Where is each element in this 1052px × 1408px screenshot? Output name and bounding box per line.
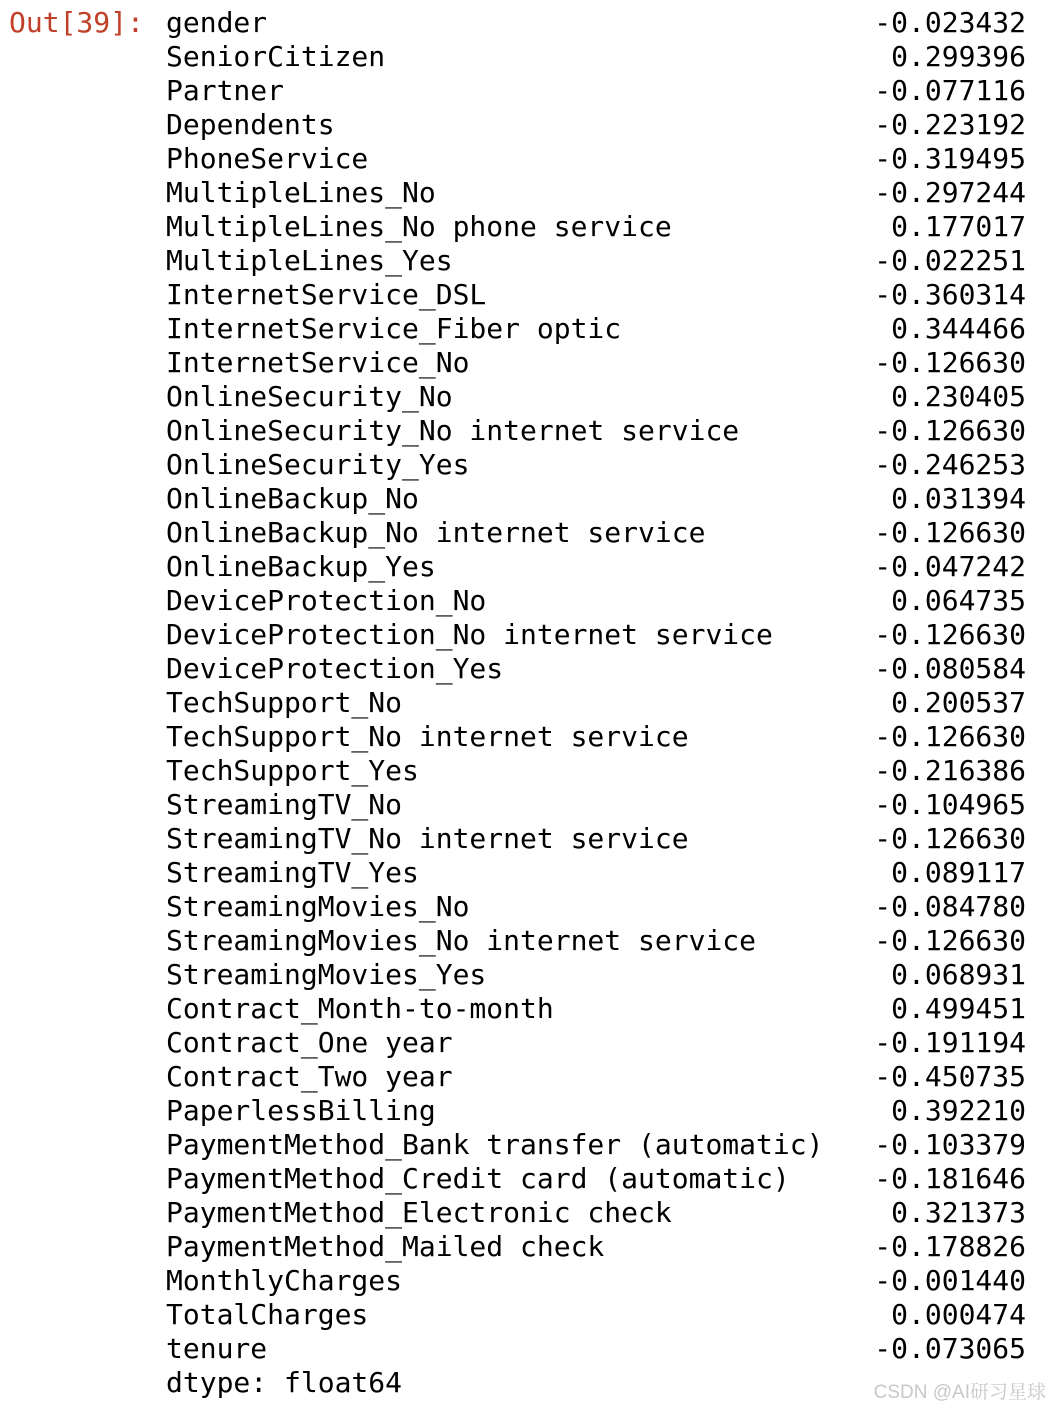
row-value: 0.230405 [891,380,1026,413]
row-value: -0.191194 [874,1026,1026,1059]
row-value: -0.047242 [874,550,1026,583]
row-label: StreamingMovies_No [166,890,470,923]
series-row [166,414,1026,448]
row-label: OnlineSecurity_No internet service [166,414,740,447]
row-label: PhoneService [166,142,369,175]
row-value: 0.344466 [891,312,1026,345]
row-value: 0.321373 [891,1196,1026,1229]
series-output [166,6,1026,1400]
row-label: SeniorCitizen [166,40,386,73]
series-row [166,1298,1026,1332]
series-row [166,278,1026,312]
series-row [166,312,1026,346]
series-row [166,244,1026,278]
series-row [166,618,1026,652]
row-label: Dependents [166,108,335,141]
row-label: OnlineBackup_Yes [166,550,436,583]
series-row [166,346,1026,380]
row-value: 0.031394 [891,482,1026,515]
row-label: StreamingMovies_Yes [166,958,487,991]
row-value: -0.450735 [874,1060,1026,1093]
series-row [166,992,1026,1026]
series-row [166,1060,1026,1094]
watermark: CSDN @AI研习星球 [873,1382,1046,1403]
row-label: OnlineSecurity_No [166,380,453,413]
series-row [166,958,1026,992]
series-row [166,74,1026,108]
series-row [166,1128,1026,1162]
row-value: -0.001440 [874,1264,1026,1297]
row-label: MonthlyCharges [166,1264,403,1297]
row-value: 0.000474 [891,1298,1026,1331]
row-label: PaymentMethod_Electronic check [166,1196,672,1229]
row-label: OnlineBackup_No internet service [166,516,706,549]
row-value: -0.126630 [874,346,1026,379]
row-label: gender [166,6,268,39]
series-row [166,482,1026,516]
series-row [166,720,1026,754]
row-value: 0.064735 [891,584,1026,617]
row-label: tenure [166,1332,268,1365]
series-row [166,754,1026,788]
row-value: -0.126630 [874,924,1026,957]
row-value: 0.392210 [891,1094,1026,1127]
dtype-footer: dtype: float64 [166,1366,403,1399]
series-row [166,550,1026,584]
row-value: -0.023432 [874,6,1026,39]
row-value: -0.360314 [874,278,1026,311]
row-label: StreamingTV_Yes [166,856,419,889]
row-value: -0.181646 [874,1162,1026,1195]
series-row [166,142,1026,176]
row-value: 0.200537 [891,686,1026,719]
row-label: DeviceProtection_No [166,584,487,617]
series-row [166,108,1026,142]
series-row [166,856,1026,890]
series-row [166,40,1026,74]
row-value: -0.126630 [874,822,1026,855]
series-row [166,1162,1026,1196]
row-value: -0.223192 [874,108,1026,141]
row-value: 0.068931 [891,958,1026,991]
series-row [166,1332,1026,1366]
row-value: -0.103379 [874,1128,1026,1161]
row-value: -0.246253 [874,448,1026,481]
row-label: MultipleLines_Yes [166,244,453,277]
row-value: -0.126630 [874,720,1026,753]
series-row [166,924,1026,958]
series-row [166,176,1026,210]
row-value: -0.126630 [874,414,1026,447]
row-label: DeviceProtection_Yes [166,652,504,685]
row-value: 0.299396 [891,40,1026,73]
series-row [166,686,1026,720]
series-row [166,210,1026,244]
series-row [166,1026,1026,1060]
series-row [166,1196,1026,1230]
series-row [166,1230,1026,1264]
row-value: 0.499451 [891,992,1026,1025]
series-row [166,448,1026,482]
row-label: InternetService_DSL [166,278,487,311]
row-value: -0.216386 [874,754,1026,787]
row-label: Contract_One year [166,1026,453,1059]
row-value: -0.178826 [874,1230,1026,1263]
row-label: PaymentMethod_Bank transfer (automatic) [166,1128,824,1161]
row-label: MultipleLines_No [166,176,436,209]
row-label: TechSupport_Yes [166,754,419,787]
series-row [166,380,1026,414]
row-label: Partner [166,74,285,107]
row-value: -0.077116 [874,74,1026,107]
row-label: TotalCharges [166,1298,369,1331]
row-label: PaperlessBilling [166,1094,436,1127]
series-row [166,1094,1026,1128]
output-prompt: Out[39]: [9,6,144,39]
row-label: Contract_Two year [166,1060,453,1093]
series-row [166,6,1026,40]
row-label: InternetService_Fiber optic [166,312,622,345]
row-value: -0.084780 [874,890,1026,923]
row-value: -0.319495 [874,142,1026,175]
row-value: -0.126630 [874,516,1026,549]
row-value: -0.073065 [874,1332,1026,1365]
series-row [166,584,1026,618]
row-value: -0.022251 [874,244,1026,277]
row-value: 0.089117 [891,856,1026,889]
series-row [166,788,1026,822]
row-value: -0.104965 [874,788,1026,821]
series-row [166,1264,1026,1298]
row-value: -0.297244 [874,176,1026,209]
row-label: MultipleLines_No phone service [166,210,672,243]
series-row [166,890,1026,924]
row-value: -0.080584 [874,652,1026,685]
series-row [166,652,1026,686]
row-label: OnlineSecurity_Yes [166,448,470,481]
row-label: StreamingTV_No internet service [166,822,689,855]
series-row [166,822,1026,856]
row-label: TechSupport_No internet service [166,720,689,753]
row-label: StreamingMovies_No internet service [166,924,757,957]
row-label: TechSupport_No [166,686,403,719]
row-value: -0.126630 [874,618,1026,651]
row-label: OnlineBackup_No [166,482,419,515]
series-row [166,516,1026,550]
row-label: PaymentMethod_Credit card (automatic) [166,1162,790,1195]
row-value: 0.177017 [891,210,1026,243]
row-label: InternetService_No [166,346,470,379]
row-label: PaymentMethod_Mailed check [166,1230,605,1263]
series-rows [166,6,1026,1366]
row-label: Contract_Month-to-month [166,992,554,1025]
row-label: DeviceProtection_No internet service [166,618,773,651]
row-label: StreamingTV_No [166,788,403,821]
